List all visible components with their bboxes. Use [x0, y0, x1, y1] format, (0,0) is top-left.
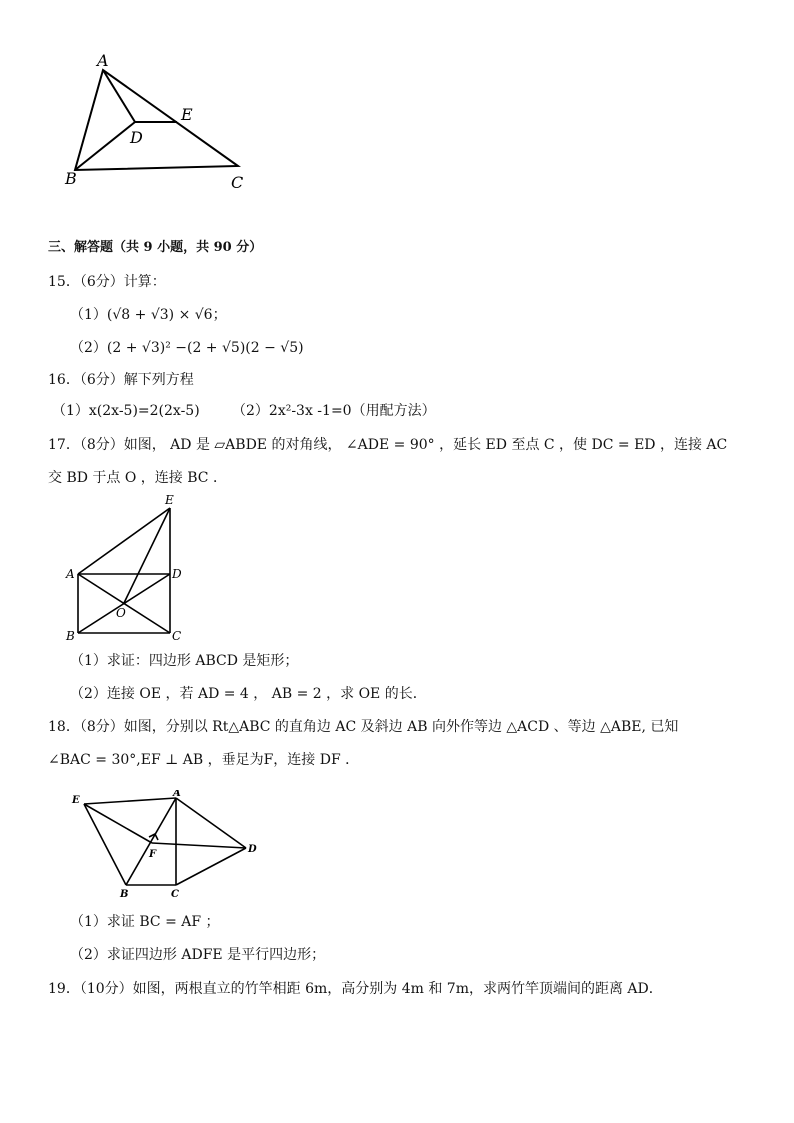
- q17-line1: 17．（8分）如图， AD 是 ▱ABDE 的对角线， ∠ADE = 90° ，延长 ED 至点 C ，使 DC = ED ，连接 AC: [48, 437, 728, 453]
- fig2-label-c: C: [172, 629, 182, 643]
- fig1-label-d: D: [130, 128, 143, 147]
- q16-heading: 16．（6分）解下列方程: [48, 372, 194, 388]
- figure-triangle-abc: [55, 50, 265, 195]
- fig2-label-a: A: [66, 567, 75, 581]
- section-heading: 三、解答题（共 9 小题，共 90 分）: [48, 240, 263, 255]
- q18-line2: ∠BAC = 30°,EF ⊥ AB ，垂足为F，连接 DF ．: [48, 752, 360, 768]
- fig1-label-b: B: [65, 169, 77, 188]
- q18-part2: （2）求证四边形 ADFE 是平行四边形；: [70, 947, 326, 963]
- q16-part2: （2）2x²-3x -1=0（用配方法）: [232, 403, 436, 419]
- q19-heading: 19．（10分）如图，两根直立的竹竿相距 6m，高分别为 4m 和 7m，求两竹竿顶端间的距离 AD．: [48, 981, 663, 997]
- fig1-label-c: C: [231, 173, 244, 192]
- fig3-label-c: C: [171, 889, 179, 900]
- q18-line1: 18．（8分）如图，分别以 Rt△ABC 的直角边 AC 及斜边 AB 向外作等边 △ACD 、等边 △ABE, 已知: [48, 719, 679, 735]
- fig3-label-f: F: [149, 849, 157, 860]
- q17-part2: （2）连接 OE ，若 AD = 4 ， AB = 2 ，求 OE 的长．: [70, 686, 427, 702]
- fig3-label-d: D: [248, 844, 257, 855]
- q15-part2: （2）(2 + √3)² −(2 + √5)(2 − √5): [70, 340, 304, 356]
- fig1-label-e: E: [181, 105, 193, 124]
- q18-part1: （1）求证 BC = AF ；: [70, 914, 220, 930]
- q15-heading: 15．（6分）计算：: [48, 274, 166, 290]
- q17-part1: （1）求证：四边形 ABCD 是矩形；: [70, 653, 299, 669]
- figure-equilateral-triangles: [68, 790, 268, 900]
- q16-part1: （1）x(2x-5)=2(2x-5): [52, 403, 200, 419]
- q15-part1: （1）(√8 + √3) × √6；: [70, 307, 227, 323]
- fig1-label-a: A: [97, 51, 109, 70]
- fig2-label-e: E: [165, 493, 174, 507]
- q17-line2: 交 BD 于点 O ，连接 BC ．: [48, 470, 227, 486]
- fig2-label-b: B: [66, 629, 75, 643]
- fig2-label-d: D: [172, 567, 182, 581]
- fig2-label-o: O: [116, 606, 126, 620]
- fig3-label-e: E: [72, 795, 80, 806]
- fig3-label-b: B: [120, 889, 129, 900]
- figure-rectangle-abcd: [60, 490, 200, 645]
- fig3-label-a: A: [173, 790, 181, 799]
